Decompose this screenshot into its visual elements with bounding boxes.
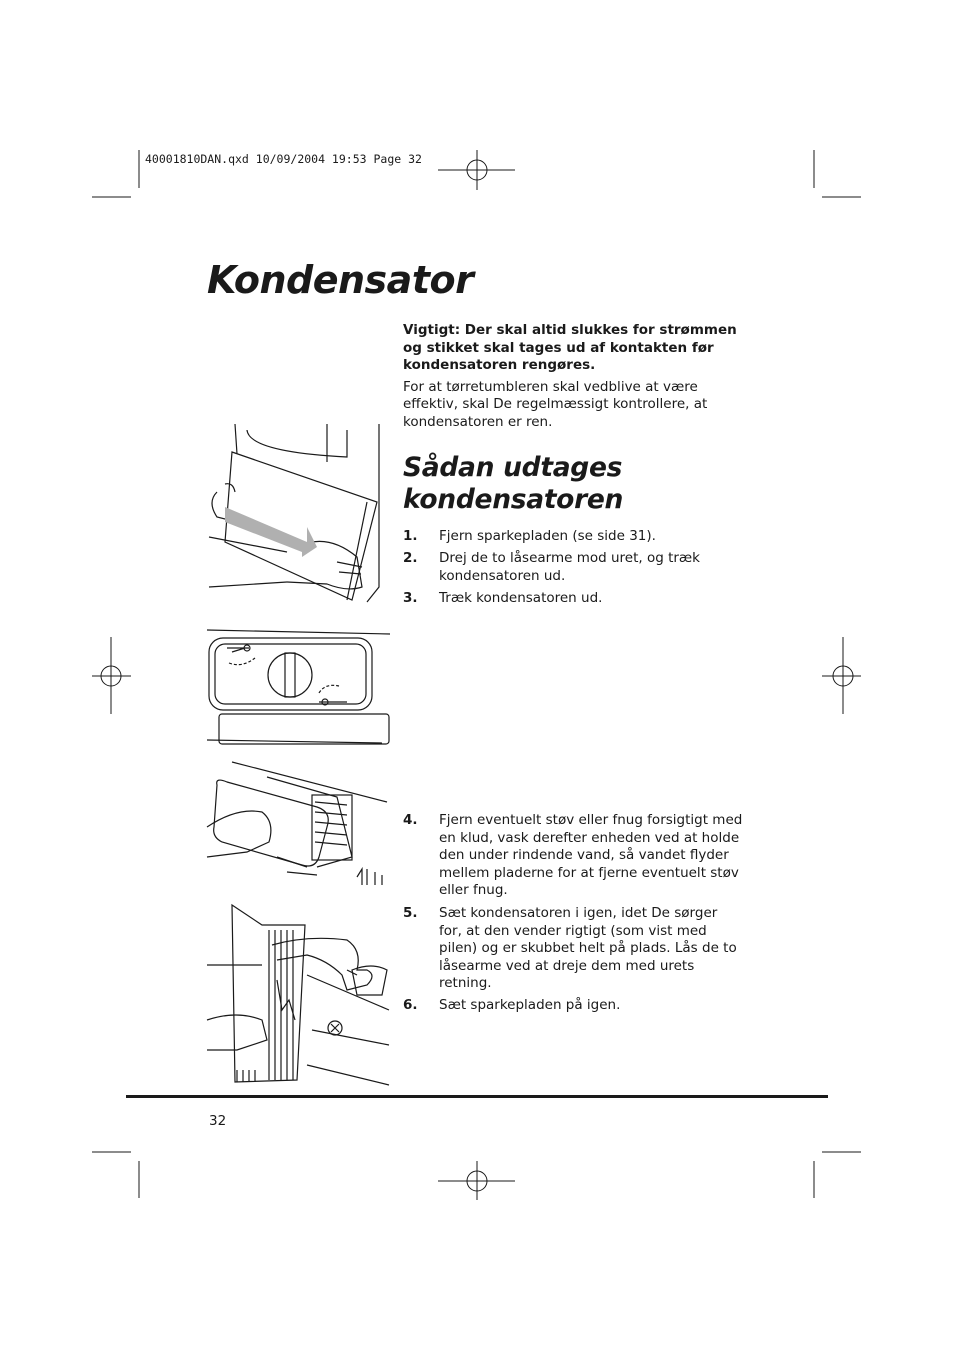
step-item (403, 812, 743, 900)
footer-rule (126, 1095, 828, 1098)
step-item (403, 528, 743, 546)
section-heading: Sådan udtages kondensatoren (403, 452, 624, 515)
intro-block (403, 322, 743, 432)
step-text: Fjern eventuelt støv eller fnug forsigtigt med en klud, vask derefter enheden ved at holde den under rindende vand, så vandet flyder mellem pladerne for at fjerne eventuelt støv eller fnug. (439, 812, 743, 899)
step-item (403, 905, 743, 993)
step-item (403, 997, 743, 1015)
illustration-pull-condenser (207, 757, 392, 887)
step-number: 3. (403, 590, 418, 606)
print-slug: 40001810DAN.qxd 10/09/2004 19:53 Page 32 (145, 152, 422, 166)
step-number: 2. (403, 550, 418, 566)
step-text: Sæt kondensatoren i igen, idet De sørger for, at den vender rigtigt (som vist med pilen) og er skubbet helt på plads. Lås de to låsearme ved at dreje dem med urets retning. (439, 905, 737, 992)
step-item (403, 590, 743, 608)
page-number: 32 (209, 1113, 227, 1129)
page-title: Kondensator (207, 258, 474, 302)
step-number: 4. (403, 812, 418, 828)
illustration-locking-arms (207, 628, 392, 746)
step-number: 5. (403, 905, 418, 921)
step-text: Fjern sparkepladen (se side 31). (439, 528, 656, 544)
step-text: Drej de to låsearme mod uret, og træk kondensatoren ud. (439, 550, 701, 584)
warning-text: Vigtigt: Der skal altid slukkes for strømmen og stikket skal tages ud af kontakten før kondensatoren rengøres. (403, 322, 737, 374)
step-number: 1. (403, 528, 418, 544)
step-text: Sæt sparkepladen på igen. (439, 997, 621, 1013)
step-text: Træk kondensatoren ud. (439, 590, 603, 606)
step-number: 6. (403, 997, 418, 1013)
illustration-remove-kickplate (207, 422, 387, 612)
intro-text: For at tørretumbleren skal vedblive at være effektiv, skal De regelmæssigt kontrollere, at kondensatoren er ren. (403, 378, 708, 430)
step-item (403, 550, 743, 585)
illustration-rinse-condenser (207, 900, 392, 1085)
